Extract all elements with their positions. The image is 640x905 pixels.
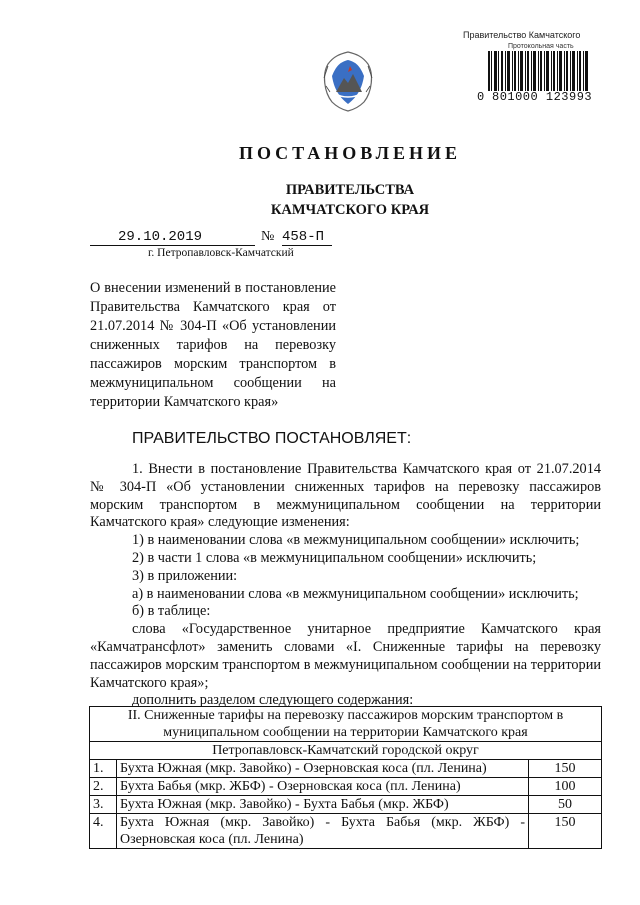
table-district: Петропавловск-Камчатский городской округ (90, 742, 602, 760)
item-a: а) в наименовании слова «в межмуниципальном сообщении» исключить; (132, 585, 579, 602)
issuer-line-2: КАМЧАТСКОГО КРАЯ (270, 202, 430, 218)
item-1: 1) в наименовании слова «в межмуниципальном сообщении» исключить; (132, 532, 580, 549)
decree-heading: ПРАВИТЕЛЬСТВО ПОСТАНОВЛЯЕТ: (132, 430, 412, 447)
table-row (90, 796, 602, 814)
document-subject: О внесении изменений в постановление Правительства Камчатского края от 21.07.2014 № 304-П «Об установлении сниженных тарифов на перевозку пассажиров морским транспортом в межмуниципальном сообщении на территории Камчатского края» (90, 280, 336, 410)
issuer-block (0, 180, 640, 220)
row-value: 50 (529, 796, 602, 814)
table-row (90, 760, 602, 778)
row-number: 1. (90, 760, 117, 778)
item-b: б) в таблице: (132, 603, 211, 620)
document-type-title: ПОСТАНОВЛЕНИЕ (238, 143, 462, 163)
table-section-row (90, 707, 602, 742)
item-3: 3) в приложении: (132, 567, 238, 584)
coat-of-arms-icon (318, 48, 378, 114)
table-row (90, 778, 602, 796)
date-field (90, 229, 255, 246)
row-number: 3. (90, 796, 117, 814)
row-value: 150 (529, 760, 602, 778)
row-route: Бухта Южная (мкр. Завойко) - Озерновская коса (пл. Ленина) (117, 760, 529, 778)
paragraph-replace: слова «Государственное унитарное предприятие Камчатского края «Камчатрансфлот» заменить словами «I. Сниженные тарифы на перевозку пассажиров морским транспортом в межмуниципальном сообщении на территории Камчатского края»; (90, 621, 601, 691)
barcode-number: 801000 123993 (492, 90, 593, 104)
table-district-row (90, 742, 602, 760)
row-route: Бухта Бабья (мкр. ЖБФ) - Озерновская коса (пл. Ленина) (117, 778, 529, 796)
barcode-icon (488, 51, 588, 91)
row-number: 2. (90, 778, 117, 796)
tariffs-table (89, 706, 602, 849)
barcode-prefix: 0 (477, 90, 486, 104)
number-label: № (261, 229, 275, 244)
item-2: 2) в части 1 слова «в межмуниципальном сообщении» исключить; (132, 549, 537, 566)
document-number: 458-П (282, 229, 332, 246)
document-body (90, 461, 601, 710)
paragraph-add-section: дополнить разделом следующего содержания: (132, 692, 414, 709)
row-route: Бухта Южная (мкр. Завойко) - Бухта Бабья (мкр. ЖБФ) (117, 796, 529, 814)
row-number: 4. (90, 814, 117, 849)
city-name: г. Петропавловск-Камчатский (148, 247, 294, 259)
row-value: 100 (529, 778, 602, 796)
paragraph-1: 1. Внести в постановление Правительства Камчатского края от 21.07.2014 № 304-П «Об установлении сниженных тарифов на перевозку пассажиров морским транспортом в межмуниципальном сообщении на территории Камчатского края» следующие изменения: (90, 461, 601, 531)
table-row (90, 814, 602, 849)
issuer-line-1: ПРАВИТЕЛЬСТВА (285, 182, 415, 198)
stamp-subtitle: Протокольная часть (508, 43, 574, 50)
table-section-title: II. Сниженные тарифы на перевозку пассажиров морским транспортом в муниципальном сообщении на территории Камчатского края (90, 707, 602, 742)
document-date: 29.10.2019 (90, 229, 255, 246)
row-value: 150 (529, 814, 602, 849)
row-route: Бухта Южная (мкр. Завойко) - Бухта Бабья (мкр. ЖБФ) - Озерновская коса (пл. Ленина) (117, 814, 529, 849)
stamp-title: Правительство Камчатского (463, 30, 581, 40)
